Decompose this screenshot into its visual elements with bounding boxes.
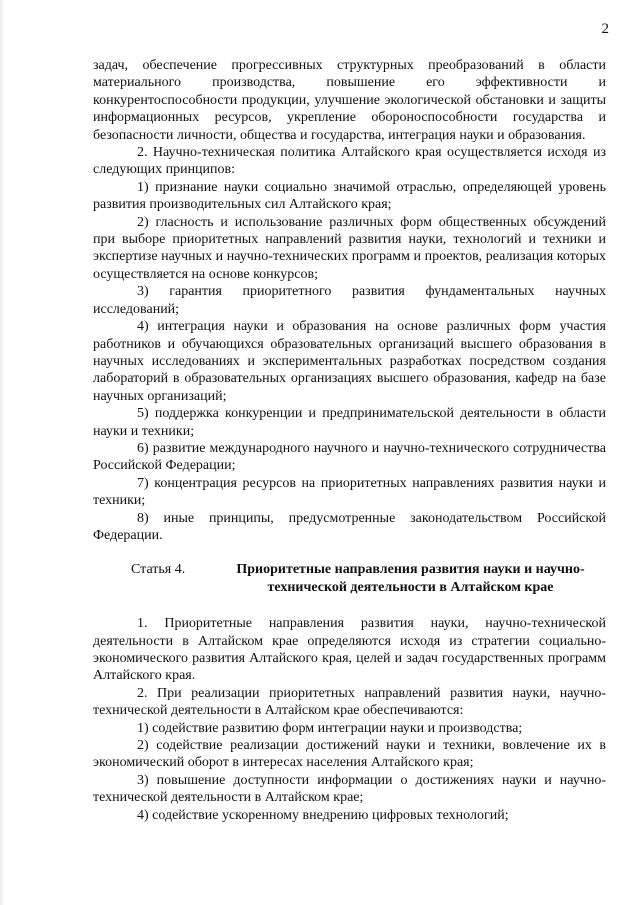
paragraph-article4-point-1: 1. Приоритетные направления развития науки, научно-технической деятельности в Алтайском крае определяются исходя из стратегии социально-экономического развития Алтайского края, целей и задач государственных программ Алтайского края. <box>93 616 606 684</box>
page-number: 2 <box>601 21 609 37</box>
list-item-principle-3: 3) гарантия приоритетного развития фундаментальных научных исследований; <box>93 284 606 317</box>
list-item-measure-2: 2) содействие реализации достижений науки и техники, вовлечение их в экономический оборот в интересах населения Алтайского края; <box>93 738 606 771</box>
paragraph-article4-point-2: 2. При реализации приоритетных направлений развития науки, научно-технической деятельности в Алтайском крае обеспечиваются: <box>93 685 606 719</box>
list-item-principle-7: 7) концентрация ресурсов на приоритетных направлениях развития науки и техники; <box>93 475 606 509</box>
spacer <box>93 596 606 615</box>
list-item-measure-4: 4) содействие ускоренному внедрению цифровых технологий; <box>137 807 509 823</box>
paragraph-continuation: задач, обеспечение прогрессивных структурных преобразований в области материального производства, повышение его эффективности и конкурентоспособности продукции, улучшение экологической обстановки и защиты информационных ресурсов, укрепление обороноспособности государства и безопасности личности, общества и государства, интеграция науки и образования. <box>93 58 606 143</box>
list-item-principle-2: 2) гласность и использование различных форм общественных обсуждений при выборе приоритетных направлений развития науки, технологий и техники и экспертизе научных и научно-технических программ и проектов, реализация которых осуществляется на основе конкурсов; <box>93 214 606 282</box>
article-number: Статья 4. <box>131 562 186 578</box>
scan-edge <box>0 0 3 905</box>
document-body <box>93 57 606 824</box>
paragraph-principles-intro: 2. Научно-техническая политика Алтайского края осуществляется исходя из следующих принципов: <box>93 145 606 178</box>
list-item-principle-6: 6) развитие международного научного и научно-технического сотрудничества Российской Федерации; <box>93 440 606 474</box>
list-item-measure-3: 3) повышение доступности информации о достижениях науки и научно-технической деятельности в Алтайском крае; <box>93 772 606 806</box>
spacer <box>93 544 606 561</box>
article-title: Приоритетные направления развития науки и научно-технической деятельности в Алтайском крае <box>236 562 585 595</box>
list-item-principle-1: 1) признание науки социально значимой отраслью, определяющей уровень развития производительных сил Алтайского края; <box>93 179 606 213</box>
list-item-principle-8: 8) иные принципы, предусмотренные законодательством Российской Федерации. <box>93 510 606 543</box>
list-item-principle-4: 4) интеграция науки и образования на основе различных форм участия работников и обучающихся образовательных организаций высшего образования в научных исследованиях и экспериментальных разработках посредством создания лабораторий в образовательных организациях высшего образования, кафедр на базе научных организаций; <box>93 319 606 404</box>
list-item-principle-5: 5) поддержка конкуренции и предпринимательской деятельности в области науки и техники; <box>93 406 606 439</box>
article-heading <box>93 561 606 596</box>
list-item-measure-1: 1) содействие развитию форм интеграции науки и производства; <box>137 720 523 736</box>
